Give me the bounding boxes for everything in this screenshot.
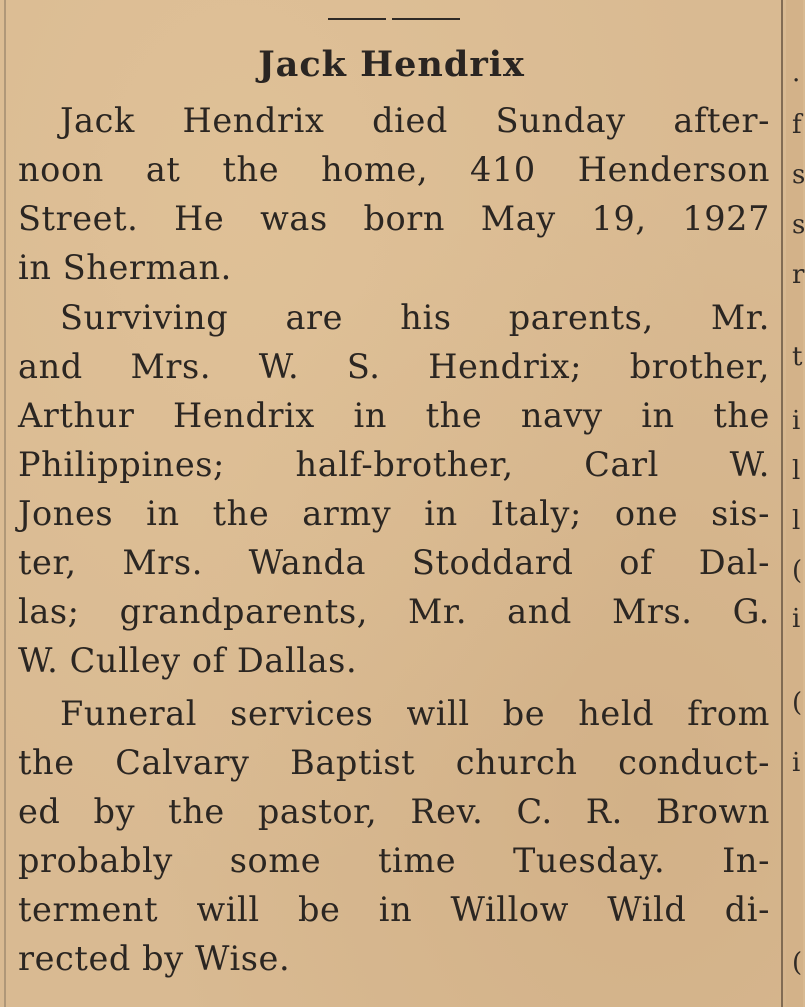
text-line: Jones in the army in Italy; one sis-: [18, 494, 770, 533]
fragment-char: i: [792, 406, 801, 436]
text-line: probably some time Tuesday. In-: [18, 841, 770, 880]
column-rule-right: [781, 0, 783, 1007]
text-line: Philippines; half-brother, Carl W.: [18, 445, 770, 484]
text-line: Funeral services will be held from: [60, 694, 770, 733]
fragment-char: (: [792, 556, 803, 586]
fragment-char: s: [792, 160, 805, 190]
adjacent-column-fragment: [786, 0, 803, 1007]
text-line: ed by the pastor, Rev. C. R. Brown: [18, 792, 770, 831]
paragraph-2: [18, 293, 770, 685]
obituary-headline: Jack Hendrix: [258, 44, 525, 85]
fragment-char: i: [792, 604, 801, 634]
text-line: the Calvary Baptist church conduct-: [18, 743, 770, 782]
column-rule-left: [4, 0, 6, 1007]
text-line: noon at the home, 410 Henderson: [18, 150, 770, 189]
text-line: W. Culley of Dallas.: [18, 641, 358, 680]
top-dash-ornament: [328, 16, 460, 22]
fragment-char: s: [792, 210, 805, 240]
text-line: rected by Wise.: [18, 939, 291, 978]
text-line: Surviving are his parents, Mr.: [60, 298, 770, 337]
text-line: Jack Hendrix died Sunday after-: [60, 101, 770, 140]
text-line: las; grandparents, Mr. and Mrs. G.: [18, 592, 770, 631]
paragraph-1: [18, 96, 770, 292]
fragment-char: r: [792, 260, 805, 290]
paragraph-3: [18, 689, 770, 983]
fragment-char: l: [792, 506, 801, 536]
text-line: terment will be in Willow Wild di-: [18, 890, 770, 929]
fragment-char: (: [792, 948, 803, 978]
fragment-char: (: [792, 688, 803, 718]
text-line: Street. He was born May 19, 1927: [18, 199, 770, 238]
fragment-char: l: [792, 456, 801, 486]
text-line: in Sherman.: [18, 248, 232, 287]
text-line: ter, Mrs. Wanda Stoddard of Dal-: [18, 543, 770, 582]
text-line: Arthur Hendrix in the navy in the: [18, 396, 770, 435]
fragment-char: .: [792, 58, 801, 88]
text-line: and Mrs. W. S. Hendrix; brother,: [18, 347, 770, 386]
fragment-char: i: [792, 748, 801, 778]
fragment-char: t: [792, 342, 803, 372]
fragment-char: f: [792, 110, 802, 140]
